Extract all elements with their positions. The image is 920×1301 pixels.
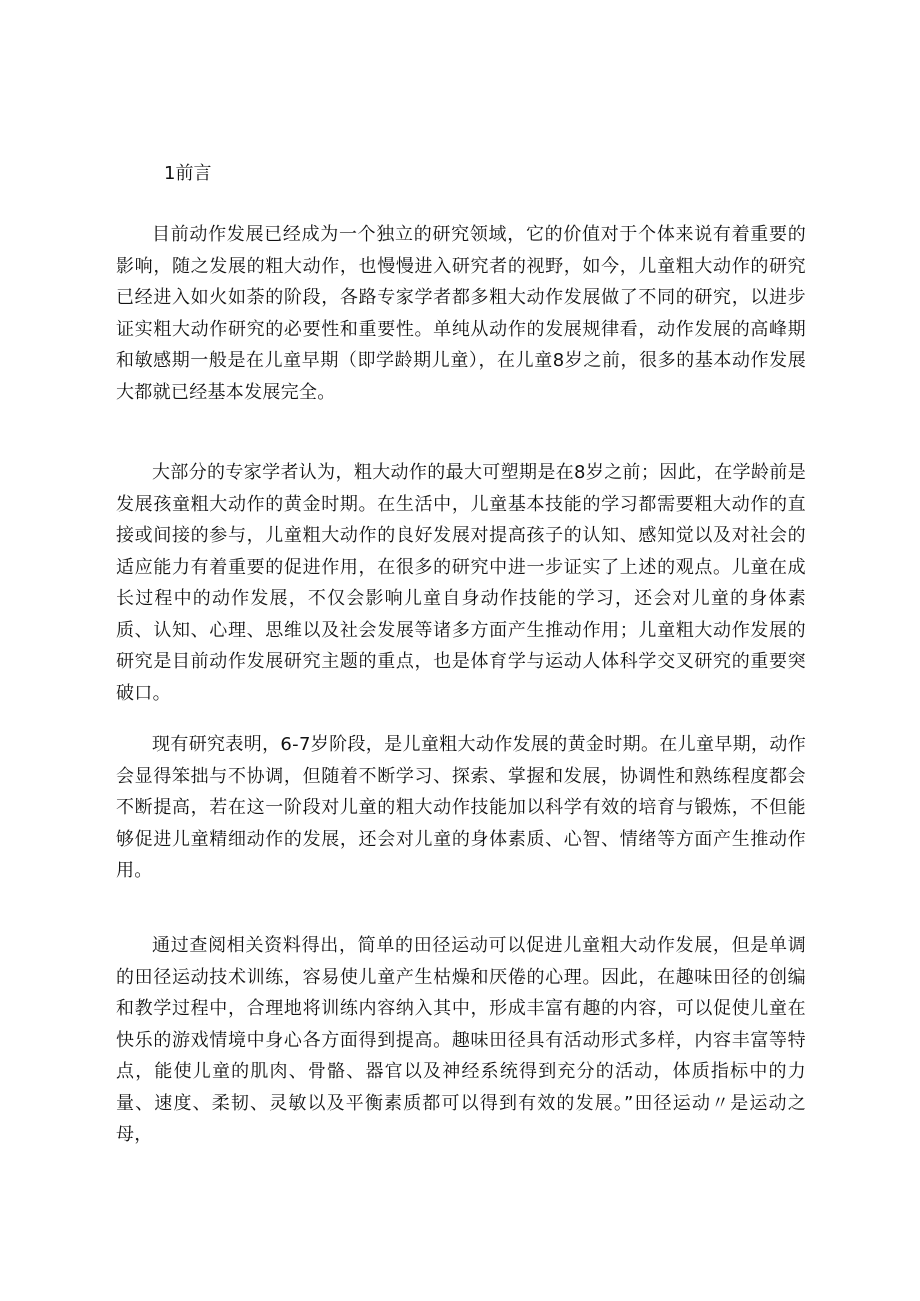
paragraph-2: 大部分的专家学者认为，粗大动作的最大可塑期是在8岁之前；因此，在学龄前是发展孩童粗大动作的黄金时期。在生活中，儿童基本技能的学习都需要粗大动作的直接或间接的参与，儿童粗大动作的良好发展对提高孩子的认知、感知觉以及对社会的适应能力有着重要的促进作用，在很多的研究中进一步证实了上述的观点。儿童在成长过程中的动作发展，不仅会影响儿童自身动作技能的学习，还会对儿童的身体素质、认知、心理、思维以及社会发展等诸多方面产生推动作用；儿童粗大动作发展的研究是目前动作发展研究主题的重点，也是体育学与运动人体科学交叉研究的重要突破口。 <box>116 462 806 704</box>
section-heading: 1前言 <box>164 163 212 184</box>
paragraph-1: 目前动作发展已经成为一个独立的研究领域，它的价值对于个体来说有着重要的影响，随之发展的粗大动作，也慢慢进入研究者的视野，如今，儿童粗大动作的研究已经进入如火如荼的阶段，各路专家学者都多粗大动作发展做了不同的研究，以进步证实粗大动作研究的必要性和重要性。单纯从动作的发展规律看，动作发展的高峰期和敏感期一般是在儿童早期（即学龄期儿童），在儿童8岁之前，很多的基本动作发展大都就已经基本发展完全。 <box>116 224 806 403</box>
paragraph-3: 现有研究表明，6-7岁阶段，是儿童粗大动作发展的黄金时期。在儿童早期，动作会显得笨拙与不协调，但随着不断学习、探索、掌握和发展，协调性和熟练程度都会不断提高，若在这一阶段对儿童的粗大动作技能加以科学有效的培育与锻炼，不但能够促进儿童精细动作的发展，还会对儿童的身体素质、心智、情绪等方面产生推动作用。 <box>116 734 806 881</box>
paragraph-4: 通过查阅相关资料得出，简单的田径运动可以促进儿童粗大动作发展，但是单调的田径运动技术训练，容易使儿童产生枯燥和厌倦的心理。因此，在趣味田径的创编和教学过程中，合理地将训练内容纳入其中，形成丰富有趣的内容，可以促使儿童在快乐的游戏情境中身心各方面得到提高。趣味田径具有活动形式多样，内容丰富等特点，能使儿童的肌肉、骨骼、器官以及神经系统得到充分的活动，体质指标中的力量、速度、柔韧、灵敏以及平衡素质都可以得到有效的发展。”田径运动〃是运动之母， <box>116 935 806 1145</box>
